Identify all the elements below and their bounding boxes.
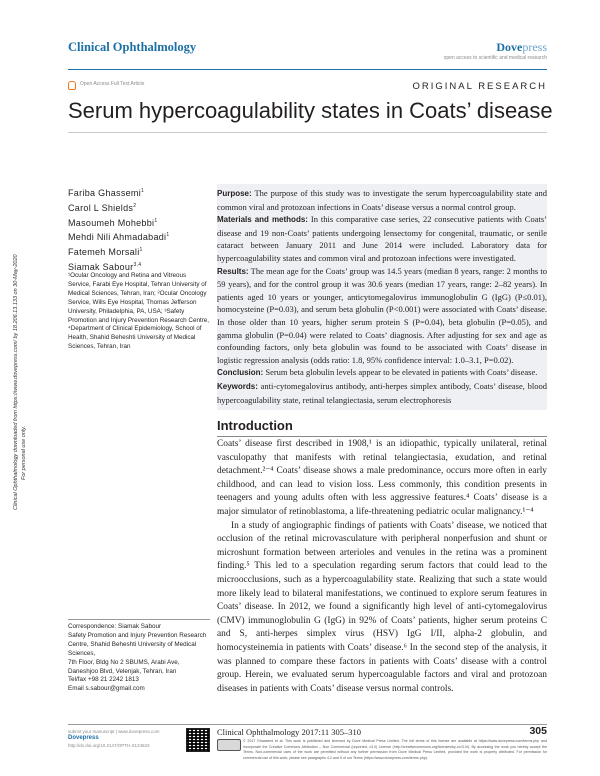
- article-title: Serum hypercoagulability states in Coats’ disease: [68, 98, 553, 123]
- abstract-conclusion: Conclusion: Serum beta globulin levels appear to be elevated in patients with Coats’ disease.: [217, 367, 538, 378]
- qr-code-icon: [186, 728, 210, 752]
- doi-link[interactable]: http://dx.doi.org/10.2147/OPTH.S124623: [68, 743, 150, 748]
- article-type: ORIGINAL RESEARCH: [412, 81, 547, 92]
- author: Mehdi Nili Ahmadabadi$^1$: [68, 232, 170, 243]
- introduction-heading: Introduction: [217, 418, 293, 433]
- abstract-results: Results: The mean age for the Coats’ group was 14.5 years (median 8 years, range: 2 months to 59 years), and for the control group it was 30.6 years (median 17 years, range: 2–82 years). In patients aged 10 years or younger, anticytomegalovirus immunoglobulin G (IgG) (P≤0.01), homocysteine (P=0.03), and serum beta globulin (P<0.001) were associated with Coats’ disease. In those older than 10 years, higher serum protein S (P=0.04), beta globulin (P=0.05), and gamma globulin (P=0.04) were related to Coats’ diagnosis. After adjusting for sex and age as confounding factors, only beta globulin was found to be associated with Coats’ disease in logistic regression analysis (odds ratio: 1.8, 95% confidence interval: 1.0–3.1, P=0.02).: [217, 265, 547, 365]
- author: Carol L Shields$^2$: [68, 202, 137, 213]
- publisher-suffix: press: [522, 40, 547, 54]
- submit-link[interactable]: submit your manuscript | www.dovepress.com: [68, 729, 160, 734]
- paragraph: In a study of angiographic findings of patients with Coats’ disease, we noticed that occlusion of the retinal microvasculature with peripheral nonperfusion and shunt or microshunt formation between arterioles and venules in the retina was a prominent finding.⁵ This led to a speculation regarding serum factors that could lead to the microocclusions, such as a hypercoagulability state. Realizing that such a state would more likely lead to bilateral manifestations, we continued to explore serum features in Coats’ disease. In 2012, we found a significantly high level of anti-cytomegalovirus (CMV) immunoglobulin G (IgG) in 92% of Coats’ patients, higher serum proteins C and S, anti-herpes simplex virus (HSV) IgG I/II, alpha-2 globulin, and homocysteinemia in patients with Coats’ disease.⁶ In the second step of the analysis, it was planned to compare these factors in patients with Coats’ disease with a control group. Herein, we evaluated serum hypercoagulable factors and viral and protozoan diseases in patients with Coats’ disease versus normal controls.: [217, 520, 547, 694]
- download-notice-line1: Clinical Ophthalmology downloaded from https://www.dovepress.com/ by 18.206.13.133 on 30-May-2020: [13, 254, 19, 510]
- introduction-body: [217, 438, 547, 696]
- paragraph: Coats’ disease first described in 1908,¹ is an idiopathic, typically unilateral, retinal vasculopathy that manifests with retinal telangiectasia, exudation, and retinal detachment.²⁻⁴ Coats’ disease shows a male predominance, occurs more often in early childhood, and can lead to vision loss. Less commonly, this condition presents in teenagers and young adults often with less aggressive features.⁴ Coats’ disease is a major simulator of retinoblastoma, a life-threatening pediatric ocular malignancy.¹⁻⁴: [217, 439, 547, 517]
- publisher-tagline: open access to scientific and medical research: [443, 55, 547, 61]
- title-rule: [68, 132, 547, 133]
- author: Masoumeh Mohebbi$^1$: [68, 217, 158, 228]
- footer-rule: [68, 724, 547, 725]
- publisher-logo[interactable]: [496, 40, 547, 55]
- open-access-label: Open Access Full Text Article: [80, 81, 145, 87]
- author: Siamak Sabour$^{3,4}$: [68, 261, 142, 272]
- creative-commons-icon: [217, 739, 241, 751]
- abstract-purpose: Purpose: The purpose of this study was to investigate the serum hypercoagulability state and common viral and protozoan infections in Coats’ disease versus a normal control group.: [217, 188, 547, 212]
- author: Fariba Ghassemi$^1$: [68, 188, 145, 198]
- footer-dove-logo[interactable]: Dovepress: [68, 735, 99, 741]
- affiliations: ¹Ocular Oncology and Retina and Vitreous Service, Farabi Eye Hospital, Tehran University of Medical Sciences, Tehran, Iran; ²Ocular Oncology Service, Wills Eye Hospital, Thomas Jefferson University, Philadelphia, PA, USA; ³Safety Promotion and Injury Prevention Research Centre, ⁴Department of Clinical Epidemiology, School of Health, Shahid Beheshti University of Medical Sciences, Tehran, Iran: [68, 272, 210, 351]
- abstract-text: [217, 187, 547, 406]
- footer-left: [68, 728, 178, 749]
- journal-name: Clinical Ophthalmology: [68, 40, 197, 54]
- abstract-methods: Materials and methods: In this comparative case series, 22 consecutive patients with Coats’ disease and 19 non-Coats’ patients undergoing lensectomy for congenital, traumatic, or senile cataract between January 2011 and June 2014 were included. Laboratory data for hypercoagulability states and common viral and protozoan infections were investigated.: [217, 214, 547, 263]
- page-number: 305: [529, 725, 547, 737]
- author-list: [68, 185, 198, 274]
- author: Fatemeh Morsali$^1$: [68, 247, 143, 258]
- header-rule: [68, 69, 547, 70]
- open-access-lock-icon: [68, 81, 76, 90]
- download-notice: [8, 150, 32, 510]
- publisher-main: Dove: [496, 40, 523, 54]
- introduction-rule: [217, 436, 547, 437]
- footer-citation: Clinical Ophthalmology 2017:11 305–310: [217, 727, 361, 737]
- download-notice-line2: For personal use only.: [21, 425, 27, 480]
- license-text: © 2017 Ghassemi et al. This work is published and licensed by Dove Medical Press Limited. The full terms of this license are available at https://www.dovepress.com/terms.php and incorporate the Creative Commons Attribution – Non Commercial (unported, v3.0) License (http://creativecommons.org/licenses/by-nc/3.0/). By accessing the work you hereby accept the Terms. Non-commercial uses of the work are permitted without any further permission from Dove Medical Press Limited, provided the work is properly attributed. For permission for commercial use of this work, please see paragraphs 4.2 and 5 of our Terms (https://www.dovepress.com/terms.php).: [243, 739, 547, 760]
- abstract-keywords: Keywords: anti-cytomegalovirus antibody, anti-herpes simplex antibody, Coats’ disease, blood hypercoagulability state, retinal telangiectasia, serum electrophoresis: [217, 380, 547, 405]
- correspondence: Correspondence: Siamak Sabour Safety Promotion and Injury Prevention Research Centre, Shahid Beheshti University of Medical Sciences, 7th Floor, Bldg No 2 SBUMS, Arabi Ave, Daneshjoo Blvd, Velenjak, Tehran, Iran Tel/fax +98 21 2242 1813 Email s.sabour@gmail.com: [68, 623, 207, 693]
- correspondence-rule: [68, 619, 210, 620]
